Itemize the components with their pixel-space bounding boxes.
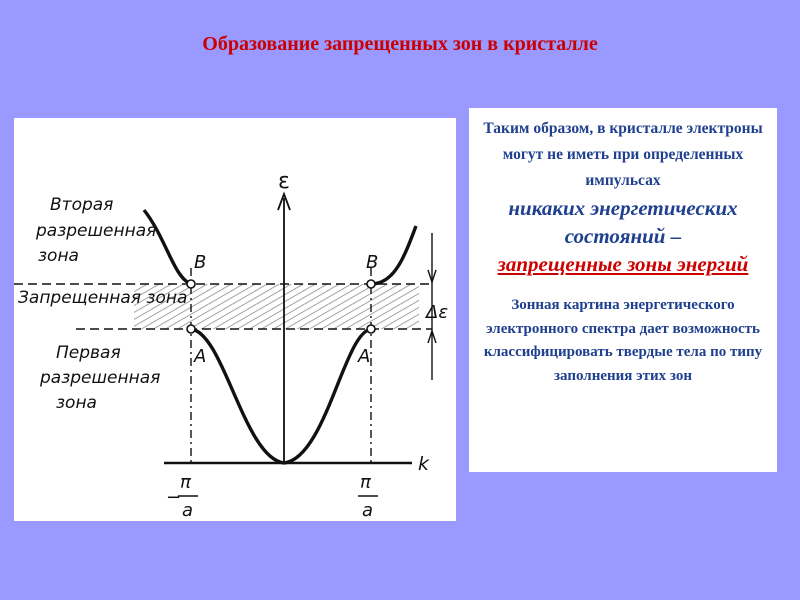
emphasis-text: никаких энергетических состояний – [508,196,738,248]
point-A-left-marker [187,325,195,333]
first-band-label-line-3: зона [56,393,97,413]
first-band-label-line-2: разрешенная [40,368,161,388]
point-B-right-marker [367,280,375,288]
explanation-textbox [469,108,777,472]
second-band-label-line-1: Вторая [50,195,114,215]
second-band-label-line-3: зона [38,246,79,266]
energy-axis-label: ε [278,169,290,194]
point-B-right-label: B [366,252,379,273]
left-tick-sign: − [166,487,182,508]
point-B-left-marker [187,280,195,288]
highlight-text: запрещенные зоны энергий [497,252,749,276]
second-band-label-line-2: разрешенная [36,221,157,241]
point-A-right-marker [367,325,375,333]
right-tick-denominator: a [362,500,374,521]
point-B-left-label: B [194,252,207,273]
slide-title: Образование запрещенных зон в кристалле [202,33,598,55]
left-tick-denominator: a [182,500,194,521]
first-band-label-line-1: Первая [56,343,121,363]
band-structure-figure [14,118,456,521]
second-paragraph: Зонная картина энергетического электронного спектра дает возможность классифицировать твердые тела по типу заполнения этих зон [483,297,763,384]
gap-width-label: Δε [426,302,449,323]
left-tick-numerator: π [180,472,191,493]
k-axis-label: k [418,453,430,475]
intro-text: Таким образом, в кристалле электроны могут не иметь при определенных импульсах [483,120,763,189]
point-A-right-label: A [358,346,371,367]
gap-label: Запрещенная зона [18,288,188,308]
band-diagram [14,118,456,521]
point-A-left-label: A [194,346,207,367]
first-band-curve [191,329,371,463]
right-tick-numerator: π [360,472,371,493]
